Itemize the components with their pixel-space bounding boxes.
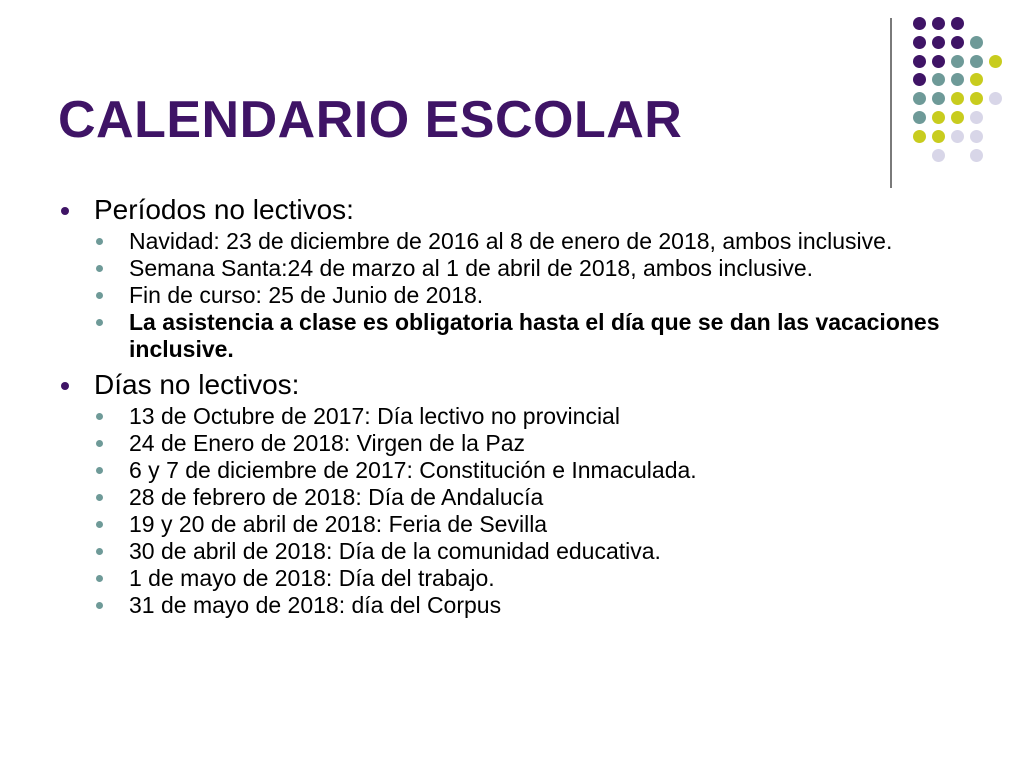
decorative-dot xyxy=(932,36,945,49)
decorative-dot xyxy=(951,55,964,68)
bullet-dot-icon xyxy=(61,382,69,390)
bullet-dot-icon xyxy=(96,440,103,447)
slide-content xyxy=(58,194,988,619)
decorative-dot xyxy=(932,55,945,68)
decorative-dot xyxy=(970,55,983,68)
decorative-dot xyxy=(951,92,964,105)
decorative-dot xyxy=(913,55,926,68)
list-item-text: 1 de mayo de 2018: Día del trabajo. xyxy=(129,565,495,591)
bullet-dot-icon xyxy=(96,602,103,609)
list-item-text: La asistencia a clase es obligatoria hasta el día que se dan las vacaciones inclusive. xyxy=(129,309,940,362)
decorative-dot xyxy=(932,17,945,30)
decorative-dot xyxy=(913,92,926,105)
decorative-dot xyxy=(913,17,926,30)
list-item-text: 19 y 20 de abril de 2018: Feria de Sevilla xyxy=(129,511,548,537)
slide-title: CALENDARIO ESCOLAR xyxy=(58,91,683,149)
list-item-text: 13 de Octubre de 2017: Día lectivo no provincial xyxy=(129,403,620,429)
bullet-dot-icon xyxy=(96,548,103,555)
decorative-dot xyxy=(913,36,926,49)
list-item-text: 31 de mayo de 2018: día del Corpus xyxy=(129,592,502,618)
decorative-dot xyxy=(951,111,964,124)
section-heading-label: Días no lectivos: xyxy=(94,369,300,400)
decorative-dot xyxy=(970,111,983,124)
decorative-dot xyxy=(989,92,1002,105)
decorative-dot xyxy=(932,130,945,143)
decorative-dot xyxy=(970,92,983,105)
list-item xyxy=(58,592,989,619)
list-item xyxy=(58,484,989,511)
list-item xyxy=(58,538,989,565)
dias-list xyxy=(58,403,988,619)
list-item xyxy=(58,282,989,309)
list-item xyxy=(58,228,989,255)
list-item-text: 6 y 7 de diciembre de 2017: Constitución e Inmaculada. xyxy=(129,457,697,483)
decorative-dot xyxy=(970,73,983,86)
bullet-dot-icon xyxy=(96,238,103,245)
list-item-bold xyxy=(58,309,989,363)
decorative-dot xyxy=(951,17,964,30)
decorative-dot xyxy=(951,36,964,49)
section-heading-periodos xyxy=(58,194,988,226)
decorative-dot xyxy=(951,73,964,86)
bullet-dot-icon xyxy=(96,494,103,501)
bullet-dot-icon xyxy=(96,413,103,420)
bullet-dot-icon xyxy=(96,319,103,326)
decorative-dot xyxy=(913,130,926,143)
bullet-dot-icon xyxy=(96,265,103,272)
section-heading-label: Períodos no lectivos: xyxy=(94,194,354,225)
decorative-dot xyxy=(932,92,945,105)
decorative-dot xyxy=(913,111,926,124)
list-item xyxy=(58,255,989,282)
list-item-text: 28 de febrero de 2018: Día de Andalucía xyxy=(129,484,544,510)
list-item-text: Fin de curso: 25 de Junio de 2018. xyxy=(129,282,484,308)
list-item xyxy=(58,403,989,430)
list-item-text: 30 de abril de 2018: Día de la comunidad educativa. xyxy=(129,538,661,564)
vertical-divider xyxy=(890,18,892,188)
list-item-text: 24 de Enero de 2018: Virgen de la Paz xyxy=(129,430,525,456)
decorative-dot xyxy=(932,149,945,162)
list-item xyxy=(58,511,989,538)
bullet-dot-icon xyxy=(96,575,103,582)
list-item-text: Semana Santa:24 de marzo al 1 de abril de 2018, ambos inclusive. xyxy=(129,255,814,281)
decorative-dot xyxy=(970,36,983,49)
decorative-dot xyxy=(951,130,964,143)
periodos-list xyxy=(58,228,988,363)
decorative-dot xyxy=(932,73,945,86)
decorative-dot xyxy=(932,111,945,124)
bullet-dot-icon xyxy=(96,292,103,299)
section-heading-dias xyxy=(58,369,988,401)
list-item xyxy=(58,457,989,484)
decorative-dot xyxy=(989,55,1002,68)
bullet-dot-icon xyxy=(96,521,103,528)
bullet-dot-icon xyxy=(61,207,69,215)
decorative-dot xyxy=(970,130,983,143)
decorative-dot xyxy=(913,73,926,86)
list-item-text: Navidad: 23 de diciembre de 2016 al 8 de enero de 2018, ambos inclusive. xyxy=(129,228,893,254)
list-item xyxy=(58,565,989,592)
decorative-dot xyxy=(970,149,983,162)
bullet-dot-icon xyxy=(96,467,103,474)
list-item xyxy=(58,430,989,457)
